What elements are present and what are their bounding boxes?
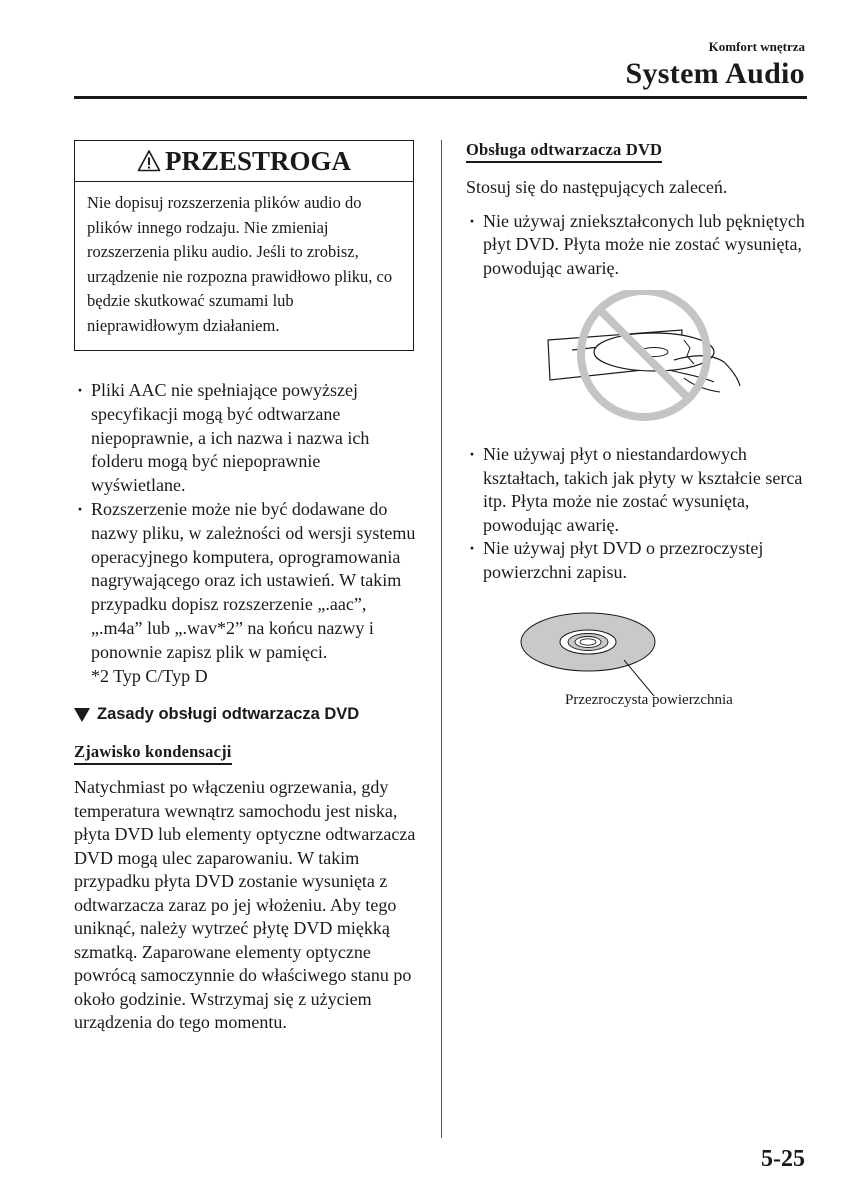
list-item: · Nie używaj płyt o niestandardowych kształtach, takich jak płyty w kształcie serca itp. Płyta może nie zostać wysunięta, powodując awarię. xyxy=(466,443,811,537)
triangle-down-icon xyxy=(74,708,90,722)
transparent-disc-illustration xyxy=(520,598,690,698)
caution-title-text: PRZESTROGA xyxy=(164,145,352,176)
caution-box xyxy=(74,140,414,351)
warning-triangle-icon xyxy=(137,149,161,173)
dvd-handling-intro: Stosuj się do następujących zaleceń. xyxy=(466,177,728,197)
header-rule xyxy=(74,96,807,99)
disc-caption: Przezroczysta powierzchnia xyxy=(565,692,733,708)
condensation-text: Natychmiast po włączeniu ogrzewania, gdy temperatura wewnątrz samochodu jest niska, płyta DVD lub elementy optyczne odtwarzacza DVD mogą ulec zaparowaniu. W takim przypadku płyta DVD zostanie wysunięta z odtwarzacza zaraz po jej włożeniu. Aby tego uniknąć, należy wytrzeć płytę DVD miękką szmatką. Zaparowane elementy optyczne powrócą samoczynnie do właściwego stanu po około godzinie. Wstrzymaj się z użyciem urządzenia do tego momentu. xyxy=(74,777,416,1033)
page-number: 5-25 xyxy=(761,1146,805,1172)
section-heading-text: Zasady obsługi odtwarzacza DVD xyxy=(97,705,360,724)
right-column xyxy=(466,140,811,709)
list-item: · Rozszerzenie może nie być dodawane do nazwy pliku, w zależności od wersji systemu operacyjnego komputera, oprogramowania nagrywającego oraz ich ustawień. W takim przypadku dopisz rozszerzenie „.aac”, „.m4a” lub „.wav*2” na końcu nazwy i ponownie zapisz plik w pamięci. xyxy=(74,498,419,665)
caution-title xyxy=(75,141,413,182)
list-item: · Nie używaj płyt DVD o przezroczystej powierzchni zapisu. xyxy=(466,537,811,584)
aac-notes-list xyxy=(74,379,419,665)
section-heading xyxy=(74,705,419,724)
footnote: *2 Typ C/Typ D xyxy=(91,665,208,686)
list-item: · Nie używaj zniekształconych lub pękniętych płyt DVD. Płyta może nie zostać wysunięta, powodując awarię. xyxy=(466,210,811,281)
list-item: · Pliki AAC nie spełniające powyższej specyfikacji mogą być odtwarzane niepoprawnie, a ich nazwa i nazwa ich folderu mogą być niepoprawnie wyświetlane. xyxy=(74,379,419,498)
page-title: System Audio xyxy=(625,57,805,90)
header-section: Komfort wnętrza xyxy=(708,39,805,54)
subsection-title-dvd-handling: Obsługa odtwarzacza DVD xyxy=(466,140,662,163)
cracked-disc-prohibited-illustration xyxy=(544,290,744,430)
dvd-handling-list-1 xyxy=(466,210,811,281)
dvd-handling-list-2 xyxy=(466,443,811,584)
left-column xyxy=(74,140,419,1035)
column-divider xyxy=(441,140,442,1138)
subsection-title-condensation: Zjawisko kondensacji xyxy=(74,742,232,765)
caution-text: Nie dopisuj rozszerzenia plików audio do plików innego rodzaju. Nie zmieniaj rozszerzenia pliku audio. Jeśli to zrobisz, urządzenie nie rozpozna prawidłowo pliku, co będzie skutkować szumami lub nieprawidłowym działaniem. xyxy=(87,193,393,335)
